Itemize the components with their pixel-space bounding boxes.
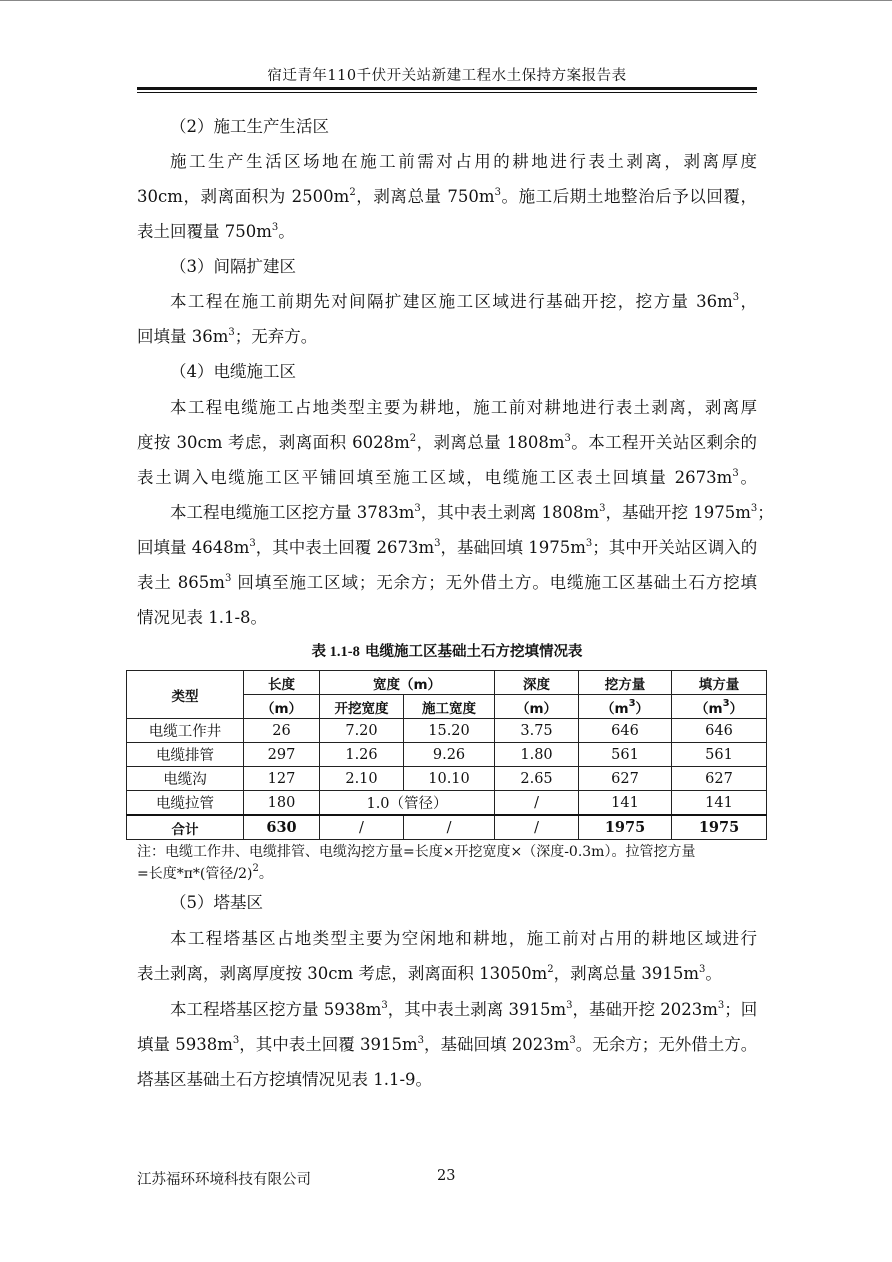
cell-cut: 627: [579, 767, 672, 791]
cell-dig-width: 7.20: [320, 719, 404, 743]
header-fill-unit: $(m^3)$: [672, 695, 767, 719]
table-row: [127, 767, 767, 791]
paragraph-line: 表土 $865m^3$ 回填至施工区域；无余方；无外借土方。电缆施工区基础土石方挖填: [137, 573, 757, 592]
paragraph-line: 塔基区基础土石方挖填情况见表 1.1-9。: [137, 1070, 433, 1089]
paragraph-line: 本工程在施工前期先对间隔扩建区施工区域进行基础开挖，挖方量 $36m^3$，: [170, 292, 758, 311]
cell-total-dig: /: [320, 815, 404, 840]
note-line: =长度*π*(管径/2)$^2$。: [137, 863, 273, 882]
header-depth-unit: （m）: [495, 695, 579, 719]
cell-length: 297: [244, 743, 320, 767]
cell-length: 180: [244, 791, 320, 816]
header-length: 长度: [244, 671, 320, 695]
cell-length: 127: [244, 767, 320, 791]
page-top-border: [0, 0, 892, 1]
cell-total-fill: 1975: [672, 815, 767, 840]
table-row: [127, 743, 767, 767]
header-length-unit: （m）: [244, 695, 320, 719]
cell-work-width: 9.26: [404, 743, 495, 767]
section-heading-bay-expansion: （3）间隔扩建区: [170, 257, 296, 276]
footer-page-number: 23: [437, 1168, 456, 1184]
paragraph-line: 表土回覆量 $750m^3$。: [137, 222, 295, 241]
cell-type: 电缆拉管: [127, 791, 244, 816]
header-width-dig: 开挖宽度: [320, 695, 404, 719]
cell-total-work: /: [404, 815, 495, 840]
table-row: [127, 719, 767, 743]
header-type: 类型: [127, 671, 244, 719]
paragraph-line: 施工生产生活区场地在施工前需对占用的耕地进行表土剥离，剥离厚度: [170, 152, 757, 171]
cell-fill: 627: [672, 767, 767, 791]
paragraph-line: 表土剥离，剥离厚度按 30cm 考虑，剥离面积 $13050m^2$，剥离总量 $3915m^3$。: [137, 964, 722, 983]
table-note: [137, 841, 762, 885]
paragraph-line: 30cm，剥离面积为 $2500m^2$，剥离总量 $750m^3$。施工后期土地整治后予以回覆，: [137, 187, 758, 206]
paragraph-line: 回填量 $36m^3$；无弃方。: [137, 327, 318, 346]
cell-dig-width: 2.10: [320, 767, 404, 791]
table-caption: 表 1.1-8 电缆施工区基础土石方挖填情况表: [311, 644, 583, 660]
cell-cut: 561: [579, 743, 672, 767]
header-cut: 挖方量: [579, 671, 672, 695]
paragraph-line: 表土调入电缆施工区平铺回填至施工区域，电缆施工区表土回填量 $2673m^3$。: [137, 468, 758, 487]
header-width-work: 施工宽度: [404, 695, 495, 719]
paragraph-line: 回填量 $4648m^3$，其中表土回覆 $2673m^3$，基础回填 $1975m^3$；其中开关站区调入的: [137, 538, 758, 557]
cell-dig-width: 1.26: [320, 743, 404, 767]
cell-work-width: 10.10: [404, 767, 495, 791]
table-row: [127, 791, 767, 816]
paragraph-line: 填量 $5938m^3$，其中表土回覆 $3915m^3$，基础回填 $2023m^3$。无余方；无外借土方。: [137, 1035, 758, 1054]
header-width: 宽度（m）: [320, 671, 495, 695]
paragraph-line: 本工程电缆施工占地类型主要为耕地，施工前对耕地进行表土剥离，剥离厚: [170, 398, 757, 417]
header-depth: 深度: [495, 671, 579, 695]
cell-total-label: 合计: [127, 815, 244, 840]
section-heading-cable-construction: （4）电缆施工区: [170, 362, 296, 381]
cell-type: 电缆沟: [127, 767, 244, 791]
paragraph-line: 情况见表 1.1-8。: [137, 608, 268, 627]
section-heading-construction-living: （2）施工生产生活区: [170, 117, 329, 136]
paragraph-line: 本工程电缆施工区挖方量 $3783m^3$，其中表土剥离 $1808m^3$，基础开挖 $1975m^3$；: [170, 503, 774, 522]
header-cut-unit: $(m^3)$: [579, 695, 672, 719]
cell-depth: 1.80: [495, 743, 579, 767]
cell-type: 电缆排管: [127, 743, 244, 767]
note-line: 注：电缆工作井、电缆排管、电缆沟挖方量=长度×开挖宽度×（深度-0.3m）。拉管挖方量: [137, 844, 696, 860]
cell-work-width: 15.20: [404, 719, 495, 743]
header-fill: 填方量: [672, 671, 767, 695]
page-header: 宿迁青年110千伏开关站新建工程水土保持方案报告表: [267, 68, 627, 84]
paragraph-line: 度按 30cm 考虑，剥离面积 $6028m^2$，剥离总量 $1808m^3$。本工程开关站区剩余的: [137, 433, 757, 452]
earthwork-table: [126, 670, 767, 840]
cell-fill: 561: [672, 743, 767, 767]
cell-fill: 141: [672, 791, 767, 816]
cell-pipe-diameter: 1.0（管径）: [320, 791, 495, 816]
cell-total-cut: 1975: [579, 815, 672, 840]
cell-cut: 141: [579, 791, 672, 816]
paragraph-line: 本工程塔基区占地类型主要为空闲地和耕地，施工前对占用的耕地区域进行: [170, 929, 757, 948]
cell-type: 电缆工作井: [127, 719, 244, 743]
cell-depth: 3.75: [495, 719, 579, 743]
cell-total-depth: /: [495, 815, 579, 840]
header-rule-thin: [137, 92, 757, 93]
cell-total-length: 630: [244, 815, 320, 840]
cell-length: 26: [244, 719, 320, 743]
cell-fill: 646: [672, 719, 767, 743]
header-rule-thick: [137, 87, 757, 90]
table-total-row: [127, 815, 767, 840]
cell-depth: 2.65: [495, 767, 579, 791]
cell-cut: 646: [579, 719, 672, 743]
footer-company: 江苏福环环境科技有限公司: [137, 1172, 311, 1188]
cell-depth: /: [495, 791, 579, 816]
section-heading-tower-base: （5）塔基区: [170, 893, 263, 912]
paragraph-line: 本工程塔基区挖方量 $5938m^3$，其中表土剥离 $3915m^3$，基础开挖 $2023m^3$；回: [170, 1000, 758, 1019]
